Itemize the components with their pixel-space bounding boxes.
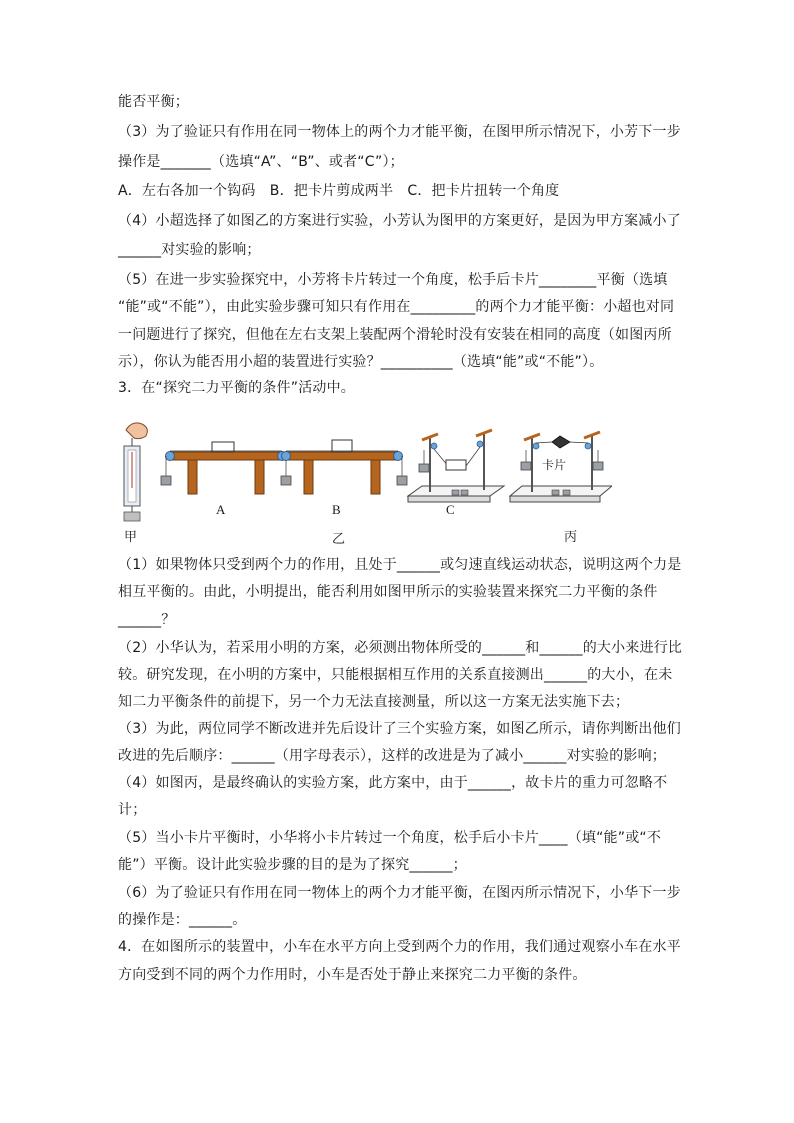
card-label: 卡片 (542, 458, 567, 472)
figure-label-c: C (446, 502, 455, 517)
text-line: 的操作是：______。 (118, 912, 247, 928)
text-line: 较。研究发现，在小明的方案中，只能根据相互作用的关系直接测出______的大小，在未 (118, 667, 673, 683)
text-line: 能”）平衡。设计此实验步骤的目的是为了探究______； (118, 857, 467, 873)
table-setup-a (161, 442, 291, 494)
text-line: A．左右各加一个钩码 B．把卡片剪成两半 C．把卡片扭转一个角度 (118, 183, 560, 199)
text-line: 知二力平衡条件的前提下，另一个力无法直接测量，所以这一方案无法实施下去； (118, 694, 630, 710)
table-setup-b (282, 440, 408, 494)
figure-label-yi: 乙 (332, 531, 346, 546)
question-heading: 4．在如图所示的装置中，小车在水平方向上受到两个力的作用，我们通过观察小车在水平 (118, 939, 681, 955)
text-line: 示），你认为能否用小超的装置进行实验？__________（选填“能”或“不能”）。 (118, 354, 604, 370)
board-setup-c (408, 430, 504, 502)
question-heading: 3．在“探究二力平衡的条件”活动中。 (118, 380, 356, 396)
text-line: 方向受到不同的两个力作用时，小车是否处于静止来探究二力平衡的条件。 (118, 967, 587, 983)
text-line: （6）为了验证只有作用在同一物体上的两个力才能平衡，在图丙所示情况下，小华下一步 (118, 885, 681, 901)
text-line: （1）如果物体只受到两个力的作用，且处于______或匀速直线运动状态，说明这两个力是 (118, 557, 682, 573)
experiment-diagram (112, 418, 612, 548)
figure-label-a: A (216, 502, 226, 517)
text-line: 操作是_______（选填“A”、“B”、或者“C”）； (118, 154, 404, 170)
text-line: （3）为此，两位同学不断改进并先后设计了三个实验方案，如图乙所示，请你判断出他们 (118, 721, 681, 737)
text-line: 相互平衡的。由此，小明提出，能否利用如图甲所示的实验装置来探究二力平衡的条件 (118, 584, 658, 600)
text-line: （4）小超选择了如图乙的方案进行实验，小芳认为图甲的方案更好，是因为甲方案减小了 (118, 213, 681, 229)
text-line: ______对实验的影响； (118, 242, 261, 258)
text-line: 改进的先后顺序：______（用字母表示），这样的改进是为了减小______对实验的影响； (118, 748, 666, 764)
figure-label-jia: 甲 (124, 529, 138, 544)
text-line: 计； (118, 802, 147, 818)
text-line: （5）当小卡片平衡时，小华将小卡片转过一个角度，松手后小卡片____（填“能”或“不 (118, 830, 662, 846)
experiment-figure (112, 418, 612, 548)
text-line: （2）小华认为，若采用小明的方案，必须测出物体所受的______和______的大小来进行比 (118, 640, 683, 656)
figure-label-b: B (332, 502, 341, 517)
text-line: ______？ (118, 612, 176, 628)
text-line: 一问题进行了探究，但他在左右支架上装配两个滑轮时没有安装在相同的高度（如图丙所 (118, 327, 672, 343)
figure-label-bing: 丙 (564, 529, 578, 544)
text-line: （4）如图丙，是最终确认的实验方案，此方案中，由于______，故卡片的重力可忽略不 (118, 775, 668, 791)
text-line: （5）在进一步实验探究中，小芳将卡片转过一个角度，松手后卡片________平衡（选填 (118, 272, 668, 288)
spring-scale-apparatus (124, 423, 147, 521)
text-line: 能否平衡； (118, 94, 189, 110)
text-line: （3）为了验证只有作用在同一物体上的两个力才能平衡，在图甲所示情况下，小芳下一步 (118, 124, 681, 140)
text-line: “能”或“不能”），由此实验步骤可知只有作用在_________的两个力才能平衡：小超也对同 (118, 299, 675, 315)
